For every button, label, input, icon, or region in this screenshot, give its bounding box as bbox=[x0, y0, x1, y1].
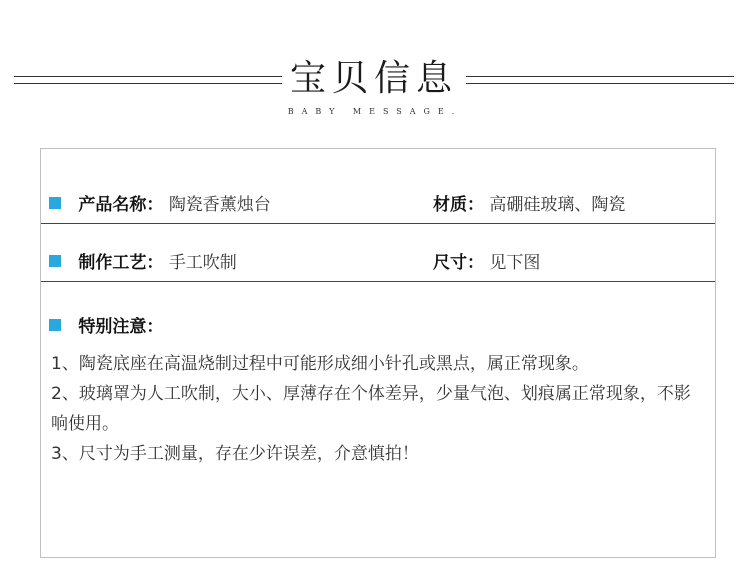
field-value: 手工吹制 bbox=[168, 253, 237, 273]
note-item: 2、玻璃罩为人工吹制，大小、厚薄存在个体差异，少量气泡、划痕属正常现象，不影响使用。 bbox=[51, 384, 691, 434]
note-item: 3、尺寸为手工测量，存在少许误差，介意慎拍！ bbox=[51, 444, 419, 464]
notes-heading bbox=[49, 315, 163, 339]
field-value: 见下图 bbox=[489, 253, 541, 273]
field-label: 产品名称： bbox=[78, 195, 164, 215]
field-size bbox=[433, 251, 540, 275]
field-label: 尺寸： bbox=[433, 253, 484, 273]
notes-list bbox=[51, 349, 701, 469]
field-label: 制作工艺： bbox=[78, 253, 164, 273]
product-info-panel bbox=[40, 148, 716, 558]
section-subtitle: BABY MESSAGE. bbox=[287, 107, 463, 116]
square-bullet-icon bbox=[49, 197, 61, 209]
field-material bbox=[433, 193, 625, 217]
field-value: 高硼硅玻璃、陶瓷 bbox=[489, 195, 626, 215]
section-title: 宝贝信息 bbox=[289, 58, 458, 99]
header-rule-right bbox=[466, 76, 734, 84]
notes-heading-label: 特别注意： bbox=[78, 317, 164, 337]
field-craft bbox=[49, 251, 237, 275]
field-label: 材质： bbox=[433, 195, 484, 215]
square-bullet-icon bbox=[49, 319, 61, 331]
section-header bbox=[0, 48, 750, 128]
info-row-name-material bbox=[41, 183, 715, 224]
square-bullet-icon bbox=[49, 255, 61, 267]
field-value: 陶瓷香薰烛台 bbox=[168, 195, 271, 215]
field-product-name bbox=[49, 193, 271, 217]
header-rule-left bbox=[14, 76, 282, 84]
note-item: 1、陶瓷底座在高温烧制过程中可能形成细小针孔或黑点，属正常现象。 bbox=[51, 354, 589, 374]
info-row-craft-size bbox=[41, 241, 715, 282]
